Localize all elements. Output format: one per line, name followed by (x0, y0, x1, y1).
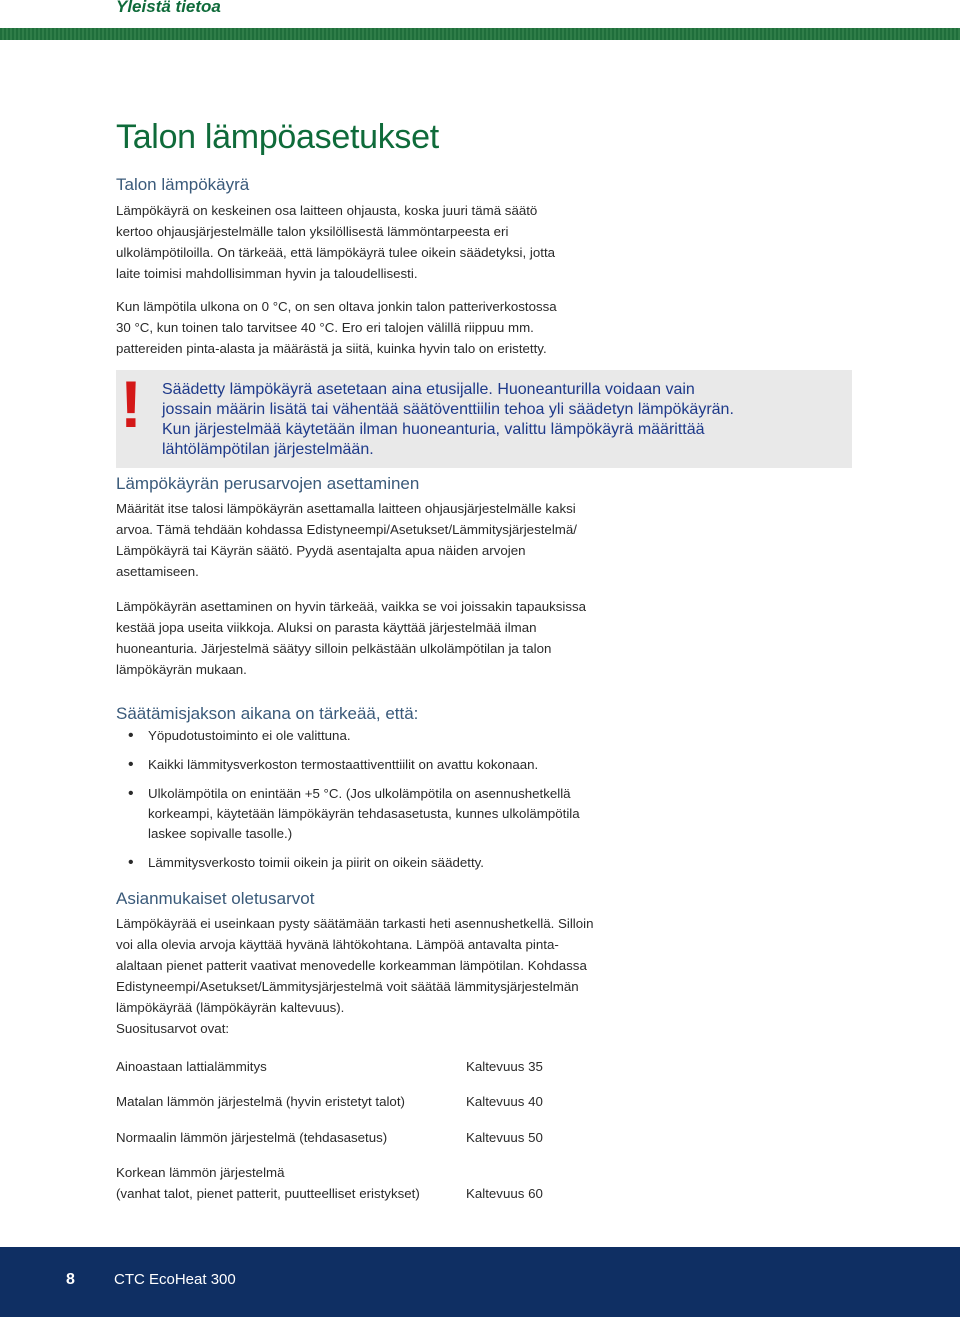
footer-bar (0, 1247, 960, 1317)
text-line: asettamiseen. (116, 564, 199, 579)
paragraph-sec2-1 (116, 498, 736, 582)
text-line: Lämpökäyrää ei useinkaan pysty säätämään tarkasti heti asennushetkellä. Silloin (116, 916, 594, 931)
heading-perusarvot: Lämpökäyrän perusarvojen asettaminen (116, 474, 420, 493)
text-line: (vanhat talot, pienet patterit, puutteelliset eristykset) (116, 1186, 420, 1201)
text-line: Lämpökäyrän asettaminen on hyvin tärkeää, vaikka se voi joissakin tapauksissa (116, 599, 587, 614)
paragraph-sec4-1 (116, 913, 736, 1039)
text-line: Lämpökäyrä on keskeinen osa laitteen ohjausta, koska juuri tämä säätö (116, 203, 538, 218)
list-item (116, 755, 716, 775)
product-name: CTC EcoHeat 300 (114, 1271, 236, 1288)
warning-text (162, 380, 842, 460)
text-line: • Ulkolämpötila on enintään +5 °C. (Jos ulkolämpötila on asennushetkellä (148, 786, 571, 801)
value-cell: Kaltevuus 40 (466, 1094, 543, 1109)
heading-saatamisjakso: Säätämisjakson aikana on tärkeää, että: (116, 704, 419, 723)
text-line: kertoo ohjausjärjestelmälle talon yksilöllisestä lämmöntarpeesta eri (116, 224, 509, 239)
warning-line: lähtölämpötilan järjestelmään. (162, 441, 374, 458)
text-line: Normaalin lämmön järjestelmä (tehdasasetus) (116, 1130, 388, 1145)
text-line: Suositusarvot ovat: (116, 1021, 230, 1036)
page-title: Talon lämpöasetukset (116, 118, 439, 156)
system-cell (116, 1148, 466, 1204)
text-line: voi alla olevia arvoja käyttää hyvänä lähtökohtana. Lämpöä antavalta pinta- (116, 937, 559, 952)
text-line: Korkean lämmön järjestelmä (116, 1165, 285, 1180)
text-line: kestää jopa useita viikkoja. Aluksi on parasta käyttää järjestelmää ilman (116, 620, 537, 635)
text-line: • Yöpudotustoiminto ei ole valittuna. (148, 728, 351, 743)
value-cell: Kaltevuus 60 (466, 1186, 543, 1201)
warning-line: jossain määrin lisätä tai vähentää säätöventtiilin tehoa yli säädetyn lämpökäyrän. (162, 401, 734, 418)
system-cell (116, 1112, 466, 1148)
list-item (116, 853, 716, 873)
text-line: laite toimisi mahdollisimman hyvin ja taloudellisesti. (116, 266, 418, 281)
text-line: pattereiden pinta-alasta ja määrästä ja siitä, kuinka hyvin talo on eristetty. (116, 341, 547, 356)
paragraph-sec1-2 (116, 296, 736, 359)
warning-line: Kun järjestelmää käytetään ilman huoneanturia, valittu lämpökäyrä määrittää (162, 421, 705, 438)
text-line: Ainoastaan lattialämmitys (116, 1059, 267, 1074)
recommended-values-table (116, 1053, 543, 1204)
value-cell: Kaltevuus 50 (466, 1130, 543, 1145)
header-bar (0, 28, 960, 40)
page-number: 8 (66, 1271, 75, 1288)
text-line: • Kaikki lämmitysverkoston termostaattiventtiilit on avattu kokonaan. (148, 757, 539, 772)
text-line: • Lämmitysverkosto toimii oikein ja piirit on oikein säädetty. (148, 855, 485, 870)
paragraph-sec1-1 (116, 200, 736, 284)
bullet-list (116, 726, 716, 882)
text-line: Edistyneempi/Asetukset/Lämmitysjärjestelmä voit säätää lämmitysjärjestelmän (116, 979, 579, 994)
text-line: alaltaan pienet patterit vaativat menovedelle korkeamman lämpötilan. Kohdassa (116, 958, 587, 973)
value-cell: Kaltevuus 35 (466, 1059, 543, 1074)
text-line: laskee sopivalle tasolle.) (148, 826, 293, 841)
heading-talon-lampokayra: Talon lämpökäyrä (116, 175, 250, 194)
table-row (116, 1112, 543, 1148)
text-line: arvoa. Tämä tehdään kohdassa Edistyneempi/Asetukset/Lämmitysjärjestelmä/ (116, 522, 577, 537)
table-row (116, 1148, 543, 1204)
table-row (116, 1053, 543, 1077)
text-line: lämpökäyrän mukaan. (116, 662, 247, 677)
text-line: korkeampi, käytetään lämpökäyrän tehdasasetusta, kunnes ulkolämpötila (148, 806, 580, 821)
section-header: Yleistä tietoa (116, 0, 221, 16)
text-line: lämpökäyrää (lämpökäyrän kaltevuus). (116, 1000, 345, 1015)
heading-oletusarvot: Asianmukaiset oletusarvot (116, 889, 315, 908)
table-row (116, 1077, 543, 1112)
exclamation-icon: ! (120, 367, 142, 441)
text-line: Lämpökäyrä tai Käyrän säätö. Pyydä asentajalta apua näiden arvojen (116, 543, 526, 558)
text-line: huoneanturia. Järjestelmä säätyy silloin pelkästään ulkolämpötilan ja talon (116, 641, 552, 656)
paragraph-sec2-2 (116, 596, 736, 680)
text-line: Matalan lämmön järjestelmä (hyvin eristetyt talot) (116, 1094, 405, 1109)
text-line: ulkolämpötiloilla. On tärkeää, että lämpökäyrä tulee oikein säädetyksi, jotta (116, 245, 556, 260)
text-line: Kun lämpötila ulkona on 0 °C, on sen oltava jonkin talon patteriverkostossa (116, 299, 557, 314)
list-item (116, 784, 716, 844)
system-cell (116, 1053, 466, 1077)
system-cell (116, 1077, 466, 1112)
text-line: 30 °C, kun toinen talo tarvitsee 40 °C. Ero eri talojen välillä riippuu mm. (116, 320, 534, 335)
warning-line: Säädetty lämpökäyrä asetetaan aina etusijalle. Huoneanturilla voidaan vain (162, 381, 695, 398)
text-line: Määrität itse talosi lämpökäyrän asettamalla laitteen ohjausjärjestelmälle kaksi (116, 501, 576, 516)
warning-box (116, 367, 852, 468)
list-item (116, 726, 716, 746)
